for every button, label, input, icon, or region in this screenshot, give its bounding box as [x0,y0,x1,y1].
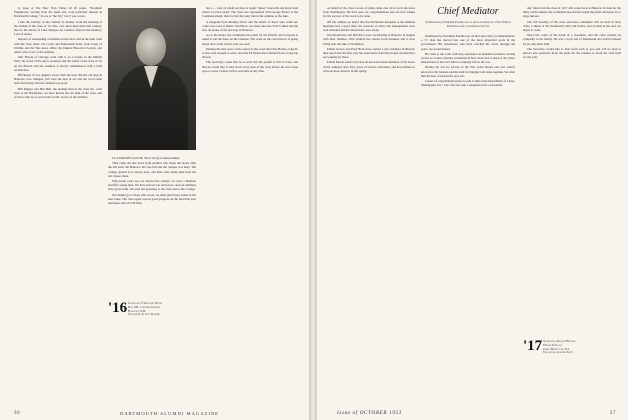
paragraph: As to the future, the committee has plans for the fiftieth, and everyone is asked to put the dates on his calendar. The work on the class history is going ahead and a draft will be sent out soon. [202,33,298,46]
paragraph: Nominated by President Eisenhower on his Labor Day recommendation, a '17 man has moved into one of the most important posts in the government. His classmates, who have watched his career through the years, are proud indeed. [421,34,515,51]
page-number-right: 37 [609,411,616,416]
paragraph: Our thanks go to those who wrote; we shall print more letters in the next issue. The class agent reports good progress on the fund this year and hopes that all will help. [108,192,196,206]
portrait-photo [108,8,196,150]
article-subtitle: Nominated by President Eisenhower to serve as Director of the Federal Mediation and Conciliation Service [425,20,511,28]
left-column-1 [14,6,102,402]
class-info-line: Hanover, N.H. [128,308,146,313]
page-number-left: 36 [14,411,21,416]
class-officers-17 [543,340,621,355]
portrait-head [136,28,166,66]
class-info-line: Secretary, Donald Brooks, [543,339,576,343]
paragraph: ly issue of The New York Times all 40 pages, "President Eisenhower, turning from his usual text, took particular interest in Dartmouth College." It was at "the Ivy," but it was a note. [14,6,102,19]
paragraph: Bill Roper of Los Angeles wrote from the west that the old days in Hanover, now changed, still were the best of all; and the word came back from many that the reunion was good. [14,73,102,86]
left-column-2 [108,156,196,420]
class-info-line: Treasurer, Gordon Kent [543,350,573,355]
paragraph: Fifty-seven years ago we entered the college; we were a hundred and fifty young men. We have known war and peace, and our numbers have grown thin. We send our greetings to the class and to the College. [108,179,196,192]
class-info-line: 8 Park Terrace, [543,342,563,347]
photo-caption: CLASSMATES: Karl M. Stern '16 (l) at annual dinner. [112,156,180,160]
paragraph: has a — four of whom are here to begin "tiptop" farewells and more from whom we have heard. The class was represented with George Emery at the Commencement; then we had the long visit in the summer at the lake. [202,6,298,19]
paragraph: Bill Riggert and Ben Bell, the leading men in the class list, went back to the Berkshires; we have known the old men of the class, and of those who do so well in the world. A note of the summer. [14,86,102,100]
paragraph: A telegram from Rodney Dowd and the letters of those who could not come were read at dinner. Jim Howe was there and also Fred Collins and the rest; all spoke of the old days in Hanover. [202,19,298,33]
right-column-2 [421,34,515,420]
left-column-3 [202,6,298,402]
paragraph: The fall meeting of the class executive committee will be held in New York; a dinner at the Dartmouth Club will follow, and all men in the area are urged to come. [523,19,621,33]
paragraph: Reports of outstanding classmates in the news and in the mail went with the class letter: the Colby and Dartmouth Fund, Jack Green of Wichita and the Yale news office; the Dakota Historical Society, and others who wrote of the summer. [14,37,102,55]
paragraph: day. Men from the class of 1917 will come back to Hanover in June for the thirty-sixth reunion; the committee has already begun the plans and hopes for a large turnout. [523,6,621,19]
paragraph: Edwin Graves and Fred Buck have started a new business in Boston; they report that the first year has been better than they hoped and that they are looking for more. [323,46,415,60]
class-info-line: Secretary, F. Richard Wood, [128,301,163,305]
left-page [0,0,310,420]
running-footer-right: Issue of OCTOBER 1953 [337,410,402,416]
paragraph: He came to the work with long experience in industrial relations, having served as a labor relations consultant in New York and as head of the Labor Department of the Ford Motor Company before the war. [421,51,515,65]
paragraph: Jim Morehouse and Bill Ross were vacationing at Hanover in August with their families. Walt Aldrich has retired from business and is now living near the lake at Wolfeboro. [323,33,415,46]
right-column-1 [323,6,415,402]
paragraph: The Secretary would like to hear from each of you and will be glad to answer any questions about the plans for the reunion or about the class fund for the year. [523,46,621,60]
running-footer-left: DARTMOUTH ALUMNI MAGAZINE [120,411,219,416]
paragraph: During the war he served on the War Labor Board and was widely known for his fairness and his skill in bringing both sides together. We wish him the best of luck in his new job. [421,65,515,78]
class-info-line: Treasurer, E. Guy Haskins [128,312,161,317]
paragraph: Then came the late news from Alumni who made the house after the fall term: the Hanover Inn was full and the campus was busy. The college opened as it always does, and there were many men from the old classes there. [108,161,196,178]
paragraph: Mac Bryant of Chicago went with it on a lecture in the Middle West; the travel of the day is recalled; and the winter of the class of '16 on the Boston and the seashore is always remembered with a fond recollection. [14,55,102,72]
article-title: Chief Mediator [437,6,499,17]
paragraph: on behalf of the class. A note of pride came over all of us in the news from Washington. We have sent our congratulations and our best wishes for the success of the work to be done. [323,6,415,19]
paragraph: Perhaps the best news of the season is the word that Chet Barnes, long ill, is now well enough to write, and that Ed Morris has returned from a long trip abroad. [202,46,298,60]
paragraph: Edwin Moran sends word that he has been made chairman of the board of his company after forty years of service with them, and he promises to write us more about it in the spring. [323,60,415,73]
class-info-line: Box 100, Lakeside Avenue, [128,304,161,309]
class-officers-16 [128,302,196,317]
right-page [316,0,628,420]
class-info-line: Upper Montclair, N.J. [543,346,570,351]
paragraph: Off the campus we heard that the Dartmouth delegates at the national meetings had a good time; the sessions on labor and management were well attended and the discussions were lively. [323,19,415,33]
paragraph: Letters of congratulation may be sent to him at the Department of Labor, Washington, D.C. The class has sent a telegram on its own behalf. [421,79,515,88]
paragraph: The Secretary writes that he is well, that his garden is full of roses, and that he would like to hear from every man of the class before the next issue goes to press. Letters will be welcome at any time. [202,60,298,73]
class-numeral-16: '16 [108,300,128,316]
class-numeral-17: '17 [523,338,543,354]
paragraph: I like the sobriety of the comedy in another, from the meeting of the alumni of the class of '16 who, ever since their third half century, met by the shores of Lake Sunapee for reunion, interest and memory. Loss of letters. [14,19,102,37]
right-column-3 [523,6,621,336]
paragraph: Word has come of the death of a classmate, and the class extends its sympathy to his family. He was a loyal son of Dartmouth and will be missed by all who knew him. [523,33,621,46]
